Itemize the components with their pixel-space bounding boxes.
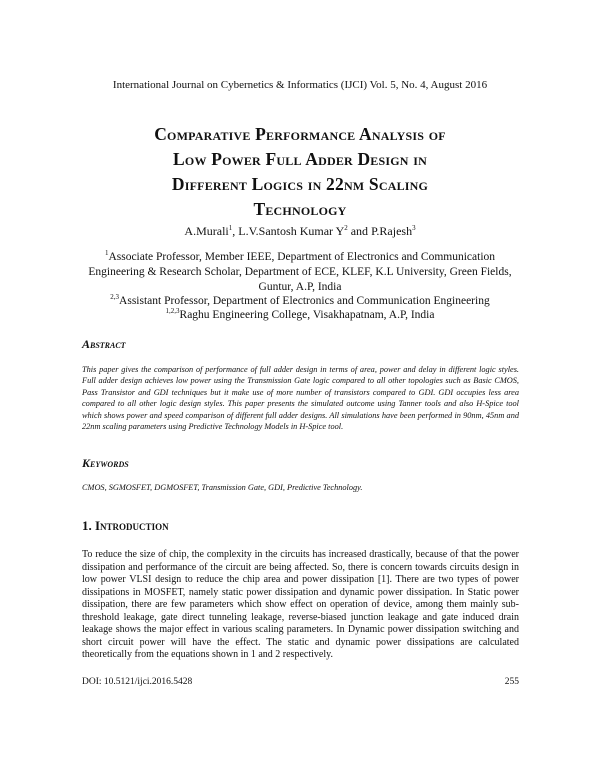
title-line: Different Logics in 22nm Scaling <box>171 174 429 194</box>
affiliation <box>80 250 520 295</box>
keywords-text: CMOS, SGMOSFET, DGMOSFET, Transmission Gate, GDI, Predictive Technology. <box>82 483 363 492</box>
affiliation-sup: 1,2,3 <box>165 307 180 316</box>
keywords-heading: Keywords <box>82 456 129 470</box>
affiliation <box>80 294 520 309</box>
affiliation-text: Raghu Engineering College, Visakhapatnam, A.P, India <box>179 309 435 321</box>
title-line: Comparative Performance Analysis of <box>154 124 446 144</box>
paper-title <box>60 122 540 222</box>
abstract-heading: Abstract <box>82 337 126 351</box>
author-sup: 2 <box>344 224 348 232</box>
author-conj: and <box>350 224 369 238</box>
page-number: 255 <box>504 677 519 687</box>
author-sup: 1 <box>228 224 233 232</box>
affiliation-text: Associate Professor, Member IEEE, Department of Electronics and Communication Engineering & Research Scholar, Department of ECE, KLEF, K.L University, Green Fields, Guntur, A.P, India <box>88 251 512 293</box>
abstract-text: This paper gives the comparison of performance of full adder design in terms of area, power and delay in different logic styles. Full adder design achieves low power using the Transmission Gate logic compared to all other topologies such as Basic CMOS, Pass Transistor and GDI techniques but it make use of more number of transistors compared to GDI. GDI occupies less area compared to all other logic design styles. This paper presents the simulated outcome using Tanner tools and also H-Spice tool which shows power and speed comparison of different full adder designs. All simulations have been performed in 90nm, 45nm and 22nm scaling parameters using Predictive Technology Models in H-Spice tool. <box>82 365 519 432</box>
affiliation-text: Assistant Professor, Department of Electronics and Communication Engineering <box>119 295 490 307</box>
title-line: Low Power Full Adder Design in <box>173 149 427 169</box>
author-name: A.Murali <box>184 224 229 238</box>
author-name: L.V.Santosh Kumar Y <box>238 224 345 238</box>
introduction-text: To reduce the size of chip, the complexity in the circuits has increased drastically, because of that the power dissipation and performance of the circuit are being affected. So, there is concern towards circuits design in low power VLSI design to reduce the chip area and power dissipation [1]. There are two types of power dissipations in MOSFET, namely static power dissipation and dynamic power dissipation. In Static power dissipation, there are few parameters which show effect on operation of device, among them mainly sub-threshold leakage, gate direct tunneling leakage, reverse-biased junction leakage and gate induced drain leakage shows the major effect in various scaling parameters. In Dynamic power dissipation switching and short circuit power will have the effect. The static and dynamic power dissipations are calculated theoretically from the equations shown in 1 and 2 respectively. <box>82 549 519 660</box>
author-list: A.Murali$^1$, L.V.Santosh Kumar $Y^2$ and P.Rajesh$^3$ <box>184 224 416 238</box>
affiliation-sup: 2,3 <box>110 293 120 302</box>
title-line: Technology <box>253 199 347 219</box>
affiliation-sup: 1 <box>104 249 109 258</box>
author-name: P.Rajesh <box>371 224 413 238</box>
journal-header: International Journal on Cybernetics & Informatics (IJCI) Vol. 5, No. 4, August 2016 <box>112 79 488 91</box>
introduction-heading: 1. Introduction <box>82 518 169 533</box>
doi: DOI: 10.5121/ijci.2016.5428 <box>82 677 193 687</box>
author-sup: 3 <box>412 224 416 232</box>
affiliation <box>80 308 520 323</box>
